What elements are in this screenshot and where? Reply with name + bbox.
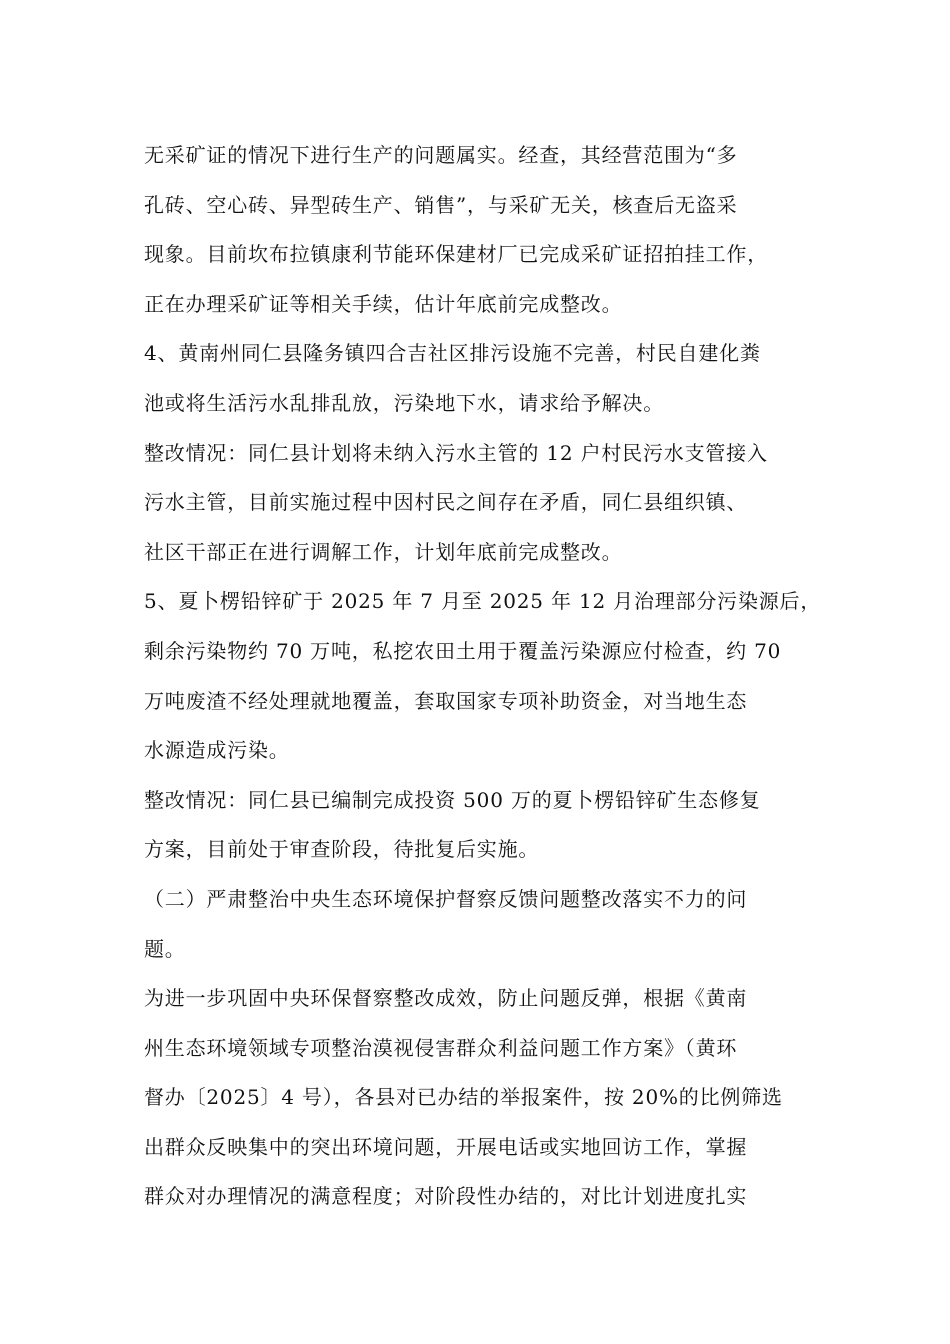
text-line-10: 5、夏卜楞铅锌矿于 2025 年 7 月至 2025 年 12 月治理部分污染源后， — [144, 589, 822, 614]
text-line-12: 万吨废渣不经处理就地覆盖，套取国家专项补助资金，对当地生态 — [144, 688, 748, 713]
text-line-20: 督办〔2025〕4 号），各县对已办结的举报案件，按 20%的比例筛选 — [144, 1085, 783, 1110]
text-line-18: 为进一步巩固中央环保督察整改成效，防止问题反弹，根据《黄南 — [144, 986, 748, 1011]
text-line-14: 整改情况：同仁县已编制完成投资 500 万的夏卜楞铅锌矿生态修复 — [144, 787, 761, 812]
text-line-11: 剩余污染物约 70 万吨，私挖农田土用于覆盖污染源应付检查，约 70 — [144, 638, 782, 663]
text-line-8: 污水主管，目前实施过程中因村民之间存在矛盾，同仁县组织镇、 — [144, 490, 748, 515]
text-line-5: 4、黄南州同仁县隆务镇四合吉社区排污设施不完善，村民自建化粪 — [144, 341, 761, 366]
body-text — [144, 131, 834, 1222]
text-line-9: 社区干部正在进行调解工作，计划年底前完成整改。 — [144, 539, 623, 564]
text-line-2: 孔砖、空心砖、异型砖生产、销售”，与采矿无关，核查后无盗采 — [144, 192, 738, 217]
text-line-21: 出群众反映集中的突出环境问题，开展电话或实地回访工作，掌握 — [144, 1134, 748, 1159]
text-line-16: （二）严肃整治中央生态环境保护督察反馈问题整改落实不力的问 — [144, 886, 748, 911]
text-line-4: 正在办理采矿证等相关手续，估计年底前完成整改。 — [144, 291, 623, 316]
text-line-13: 水源造成污染。 — [144, 738, 290, 763]
text-line-1: 无采矿证的情况下进行生产的问题属实。经查，其经营范围为“多 — [144, 143, 738, 167]
text-line-22: 群众对办理情况的满意程度；对阶段性办结的，对比计划进度扎实 — [144, 1184, 748, 1209]
text-line-19: 州生态环境领域专项整治漠视侵害群众利益问题工作方案》（黄环 — [144, 1035, 738, 1060]
text-line-15: 方案，目前处于审查阶段，待批复后实施。 — [144, 837, 540, 862]
text-line-17: 题。 — [144, 936, 186, 961]
text-line-6: 池或将生活污水乱排乱放，污染地下水，请求给予解决。 — [144, 390, 664, 415]
text-line-3: 现象。目前坎布拉镇康利节能环保建材厂已完成采矿证招拍挂工作， — [144, 242, 768, 267]
text-line-7: 整改情况：同仁县计划将未纳入污水主管的 12 户村民污水支管接入 — [144, 440, 768, 465]
